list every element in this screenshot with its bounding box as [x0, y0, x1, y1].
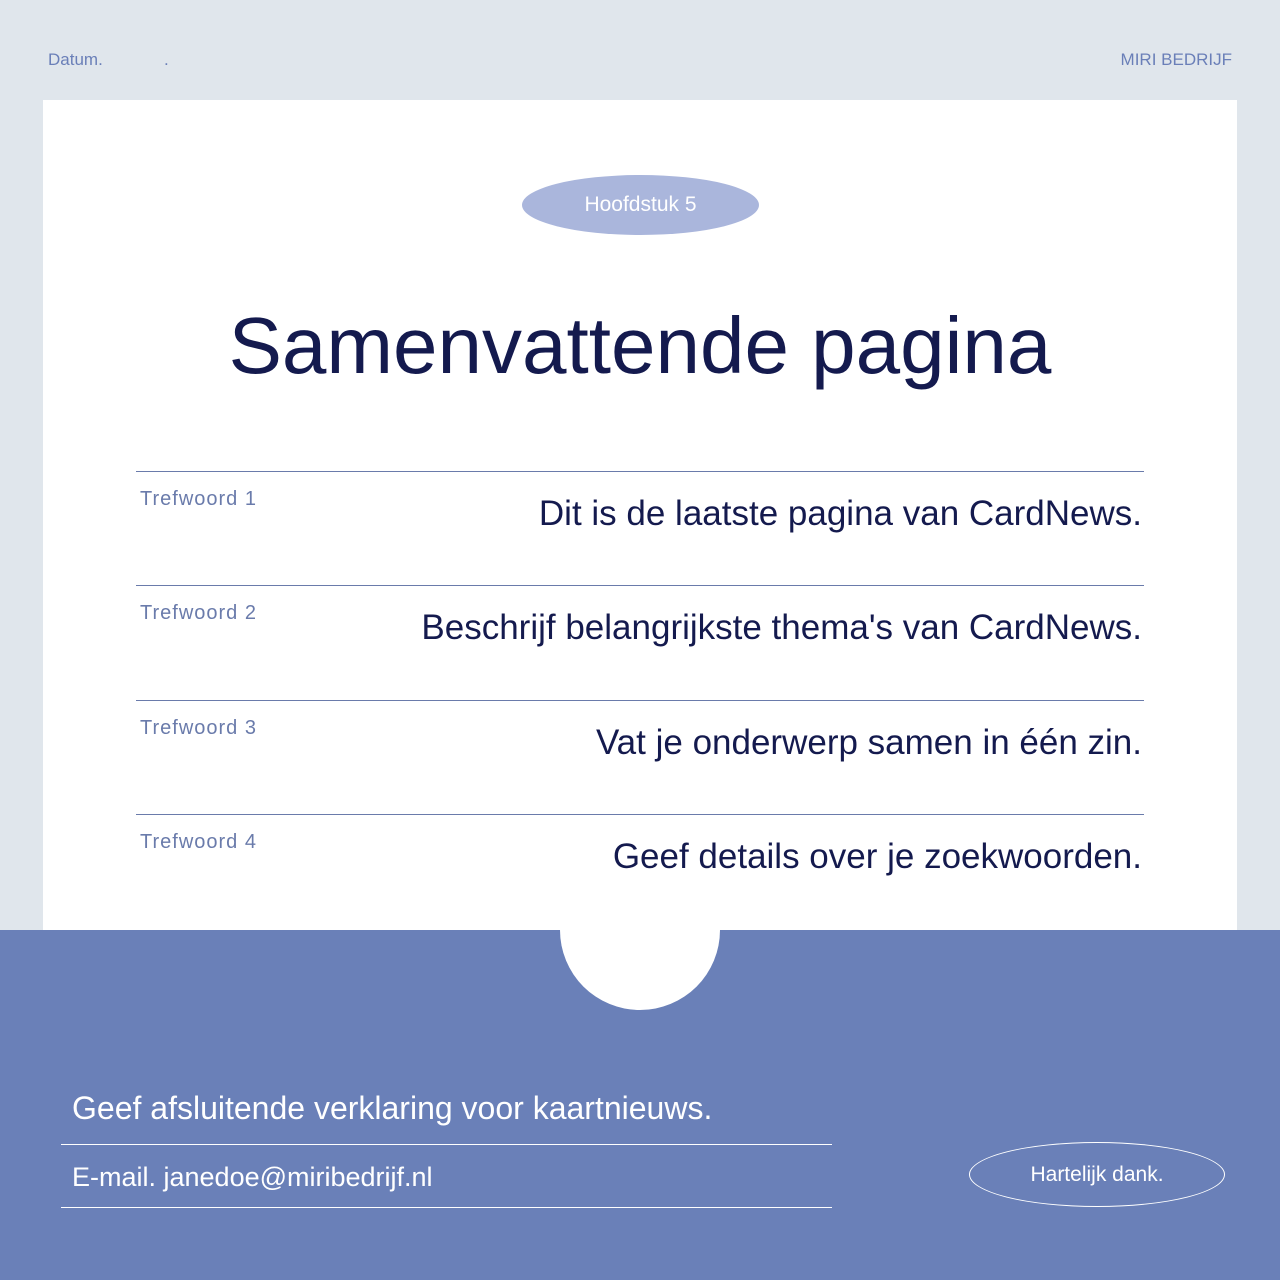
- date-value: .: [164, 50, 169, 69]
- thanks-badge: Hartelijk dank.: [969, 1142, 1225, 1207]
- keyword: Trefwoord 4: [140, 831, 257, 853]
- keyword: Trefwoord 3: [140, 717, 257, 739]
- row-text: Beschrijf belangrijkste thema's van CardNews.: [421, 608, 1142, 647]
- row-text: Vat je onderwerp samen in één zin.: [595, 723, 1142, 762]
- page-title: Samenvattende pagina: [228, 301, 1052, 390]
- summary-row: [136, 471, 1144, 585]
- divider: [61, 1144, 832, 1145]
- row-text: Geef details over je zoekwoorden.: [612, 837, 1142, 876]
- keyword: Trefwoord 1: [140, 488, 257, 510]
- row-text: Dit is de laatste pagina van CardNews.: [538, 494, 1142, 533]
- closing-statement: Geef afsluitende verklaring voor kaartnieuws.: [72, 1090, 713, 1126]
- summary-row: [136, 585, 1144, 699]
- date-label: Datum.: [48, 50, 103, 69]
- keyword: Trefwoord 2: [140, 602, 257, 624]
- chapter-badge: Hoofdstuk 5: [522, 175, 759, 235]
- divider: [61, 1207, 832, 1208]
- summary-row: [136, 814, 1144, 928]
- company-name: MIRI BEDRIJF: [1120, 50, 1232, 69]
- email-text: E-mail. janedoe@miribedrijf.nl: [72, 1162, 433, 1192]
- summary-row: [136, 700, 1144, 814]
